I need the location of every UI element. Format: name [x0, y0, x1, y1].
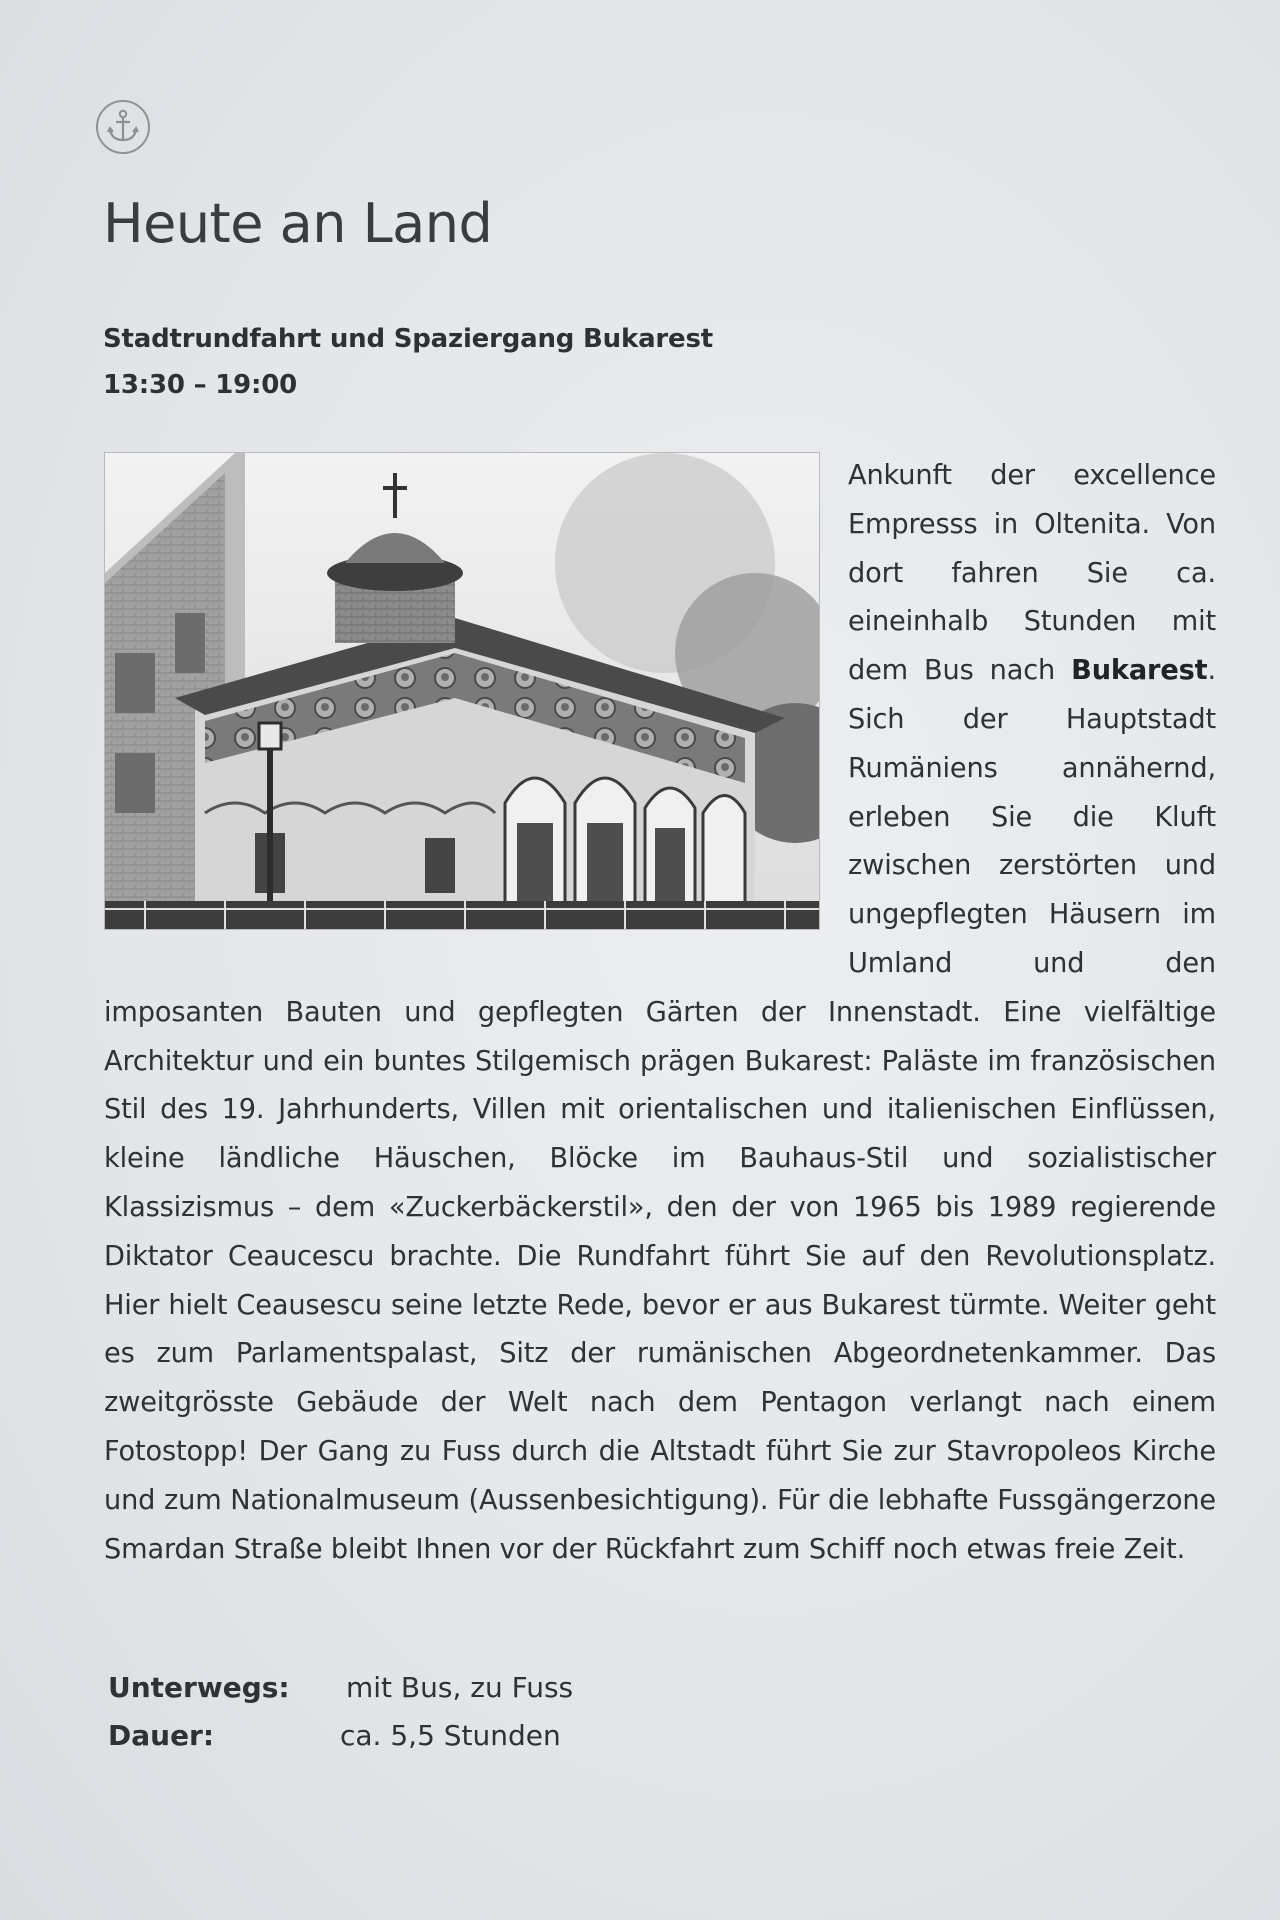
church-photo — [104, 452, 820, 930]
transport-value: mit Bus, zu Fuss — [346, 1671, 574, 1704]
duration-row — [108, 1712, 573, 1760]
duration-value: ca. 5,5 Stunden — [340, 1719, 561, 1752]
body-text-intro: Ankunft der excellence Empresss in Oltenita. Von dort fahren Sie ca. eineinhalb Stunden mit dem Bus nach — [848, 460, 1216, 687]
body-text-main: . Sich der Hauptstadt Rumäniens annähernd, erleben Sie die Kluft zwischen zerstörten und ungepflegten Häusern im Umland und den imposanten Bauten und gepflegten Gärten der Innenstadt. Eine vielfältige Architektur und ein buntes Stilgemisch prägen Bukarest: Paläste im französischen Stil des 19. Jahrhunderts, Villen mit orientalischen und italienischen Einflüssen, kleine ländliche Häuschen, Blöcke im Bauhaus-Stil und sozialistischer Klassizismus – dem «Zuckerbäckerstil», den der von 1965 bis 1989 regierende Diktator Ceaucescu brachte. Die Rundfahrt führt Sie auf den Revolutionsplatz. Hier hielt Ceausescu seine letzte Rede, bevor er aus Bukarest türmte. Weiter geht es zum Parlamentspalast, Sitz der rumänischen Abgeordnetenkammer. Das zweitgrösste Gebäude der Welt nach dem Pentagon verlangt nach einem Fotostopp! Der Gang zu Fuss durch die Altstadt führt Sie zur Stavropoleos Kirche und zum Nationalmuseum (Aussenbesichtigung). Für die lebhafte Fussgängerzone Smardan Straße bleibt Ihnen vor der Rückfahrt zum Schiff noch etwas freie Zeit. — [104, 655, 1216, 1565]
page-title: Heute an Land — [103, 192, 493, 255]
stavropoleos-church-icon — [105, 453, 819, 929]
transport-label: Unterwegs: — [108, 1671, 290, 1704]
anchor-icon — [96, 100, 150, 154]
excursion-description — [104, 452, 1216, 1574]
excursion-time: 13:30 – 19:00 — [103, 370, 298, 400]
duration-label: Dauer: — [108, 1719, 215, 1752]
excursion-name: Stadtrundfahrt und Spaziergang Bukarest — [103, 324, 713, 354]
transport-row — [108, 1664, 573, 1712]
body-text-city: Bukarest — [1071, 655, 1208, 687]
excursion-details — [108, 1664, 573, 1760]
excursion-header — [103, 316, 713, 408]
